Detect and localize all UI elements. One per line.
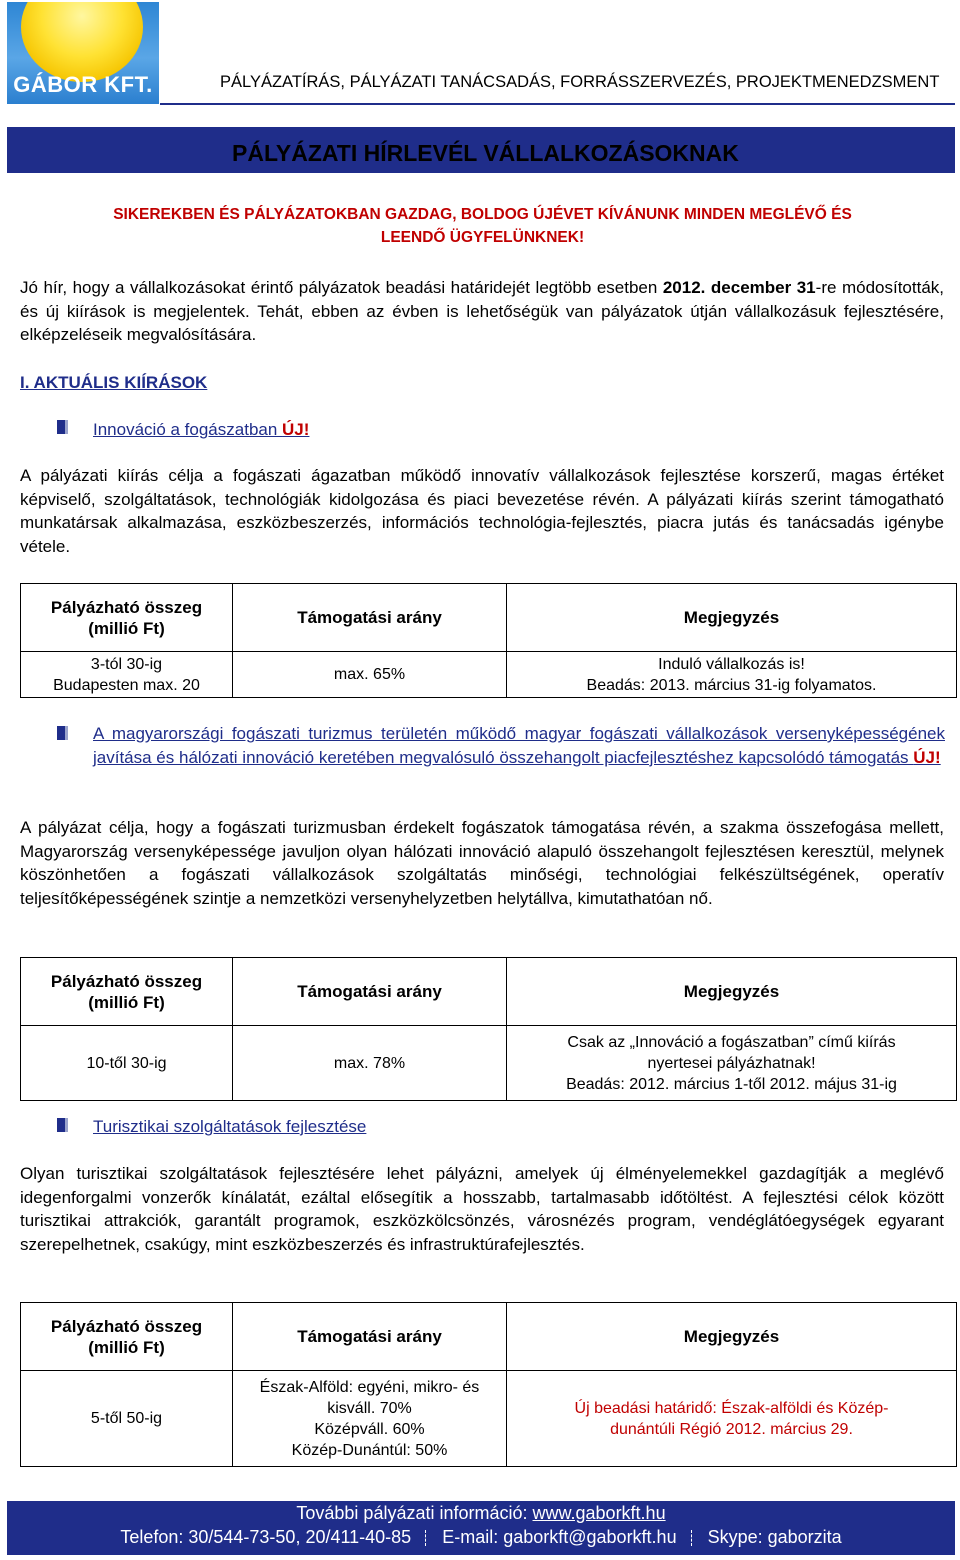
item-3-title-link[interactable] bbox=[93, 1115, 366, 1139]
cell-amount bbox=[21, 1371, 233, 1467]
newsletter-title: PÁLYÁZATI HÍRLEVÉL VÁLLALKOZÁSOKNAK bbox=[232, 140, 739, 166]
sun-graphic bbox=[21, 2, 143, 82]
item-3-table bbox=[20, 1302, 957, 1467]
section-heading: I. AKTUÁLIS KIÍRÁSOK bbox=[20, 373, 208, 392]
cell-amount bbox=[21, 1026, 233, 1101]
header-rate: Támogatási arány bbox=[233, 1303, 507, 1371]
bullet-icon bbox=[57, 726, 68, 740]
header-rate: Támogatási arány bbox=[233, 584, 507, 652]
separator bbox=[425, 1530, 428, 1546]
contact-footer bbox=[7, 1501, 955, 1555]
new-year-greeting bbox=[20, 203, 945, 249]
cell-rate bbox=[233, 652, 507, 698]
header-amount: Pályázható összeg (millió Ft) bbox=[21, 1303, 233, 1371]
cell-line: Középváll. 60% bbox=[314, 1420, 425, 1438]
cell-line: Beadás: 2013. március 31-ig folyamatos. bbox=[586, 676, 877, 694]
item-2-description: A pályázat célja, hogy a fogászati turizmusban érdekelt fogászatok támogatása révén, a szakma összefogása mellett, Magyarország versenyképessége javuljon olyan hálózati innováció alapuló összehangolt fejlesztésen keresztül, melynek köszönhetően a fogászati vállalkozások szolgáltatás minőségi, technológiai felkészültségének, operatív teljesítőképességének szintje a nemzetközi versenyhelyzetben helytállva, kimutathatóan nő. bbox=[20, 818, 944, 908]
greeting-line-2: LEENDŐ ÜGYFELÜNKNEK! bbox=[380, 229, 585, 246]
cell-line: Beadás: 2012. március 1-től 2012. május 31-ig bbox=[566, 1075, 897, 1093]
item-3-title[interactable]: Turisztikai szolgáltatások fejlesztése bbox=[93, 1117, 367, 1136]
item-1-title-link[interactable] bbox=[93, 418, 309, 442]
cell-line: Budapesten max. 20 bbox=[53, 676, 200, 694]
cell-line: Csak az „Innováció a fogászatban” című kiírás bbox=[567, 1033, 896, 1051]
separator bbox=[691, 1530, 694, 1546]
intro-text-after: -re módosították, és új kiírások is megjelentek. Tehát, ebben az évben is lehetőségük van pályázatok útján vállalkozásuk fejlesztésére, elképzeléseik megvalósítására. bbox=[20, 278, 944, 344]
item-3-description: Olyan turisztikai szolgáltatások fejlesztésére lehet pályázni, amelyek új élményelemekkel gazdagítják a meglévő idegenforgalmi vonzerők kínálatát, ezáltal elősegítik a hosszabb, tartalmasabb időtöltést. A fejlesztési célok között turisztikai attrakciók, garantált programok, eszközkölcsönzés, városnézés program, vendéglátóegységek egyarant szerepelhetnek, csakúgy, mint eszközbeszerzés és infrastruktúrafejlesztés. bbox=[20, 1164, 944, 1254]
footer-info-label: További pályázati információ: bbox=[296, 1503, 533, 1523]
header-note: Megjegyzés bbox=[507, 1303, 957, 1371]
footer-phone: Telefon: 30/544-73-50, 20/411-40-85 bbox=[120, 1527, 412, 1547]
website-link[interactable]: www.gaborkft.hu bbox=[532, 1503, 666, 1523]
item-1-table bbox=[20, 583, 957, 698]
cell-line: Közép-Dunántúl: 50% bbox=[291, 1441, 448, 1459]
cell-line: Új beadási határidő: Észak-alföldi és Közép- bbox=[574, 1399, 889, 1417]
cell-rate bbox=[233, 1371, 507, 1467]
cell-line: max. 78% bbox=[333, 1054, 406, 1072]
cell-line: 5-től 50-ig bbox=[90, 1410, 163, 1427]
item-1-new-badge: ÚJ! bbox=[282, 420, 310, 439]
logo-text: GÁBOR KFT. bbox=[13, 72, 153, 97]
item-1-description: A pályázati kiírás célja a fogászati ágazatban működő innovatív vállalkozások fejlesztése korszerű, magas értéket képviselő, szolgáltatások, technológiák kidolgozása és piaci bevezetése révén. A pályázati kiírás szerint támogatható munkatársak alkalmazása, eszközbeszerzés, információs technológia-fejlesztés, piacra jutás és tanácsadás igénybe vétele. bbox=[20, 466, 944, 556]
cell-line: 10-től 30-ig bbox=[86, 1054, 167, 1072]
cell-rate bbox=[233, 1026, 507, 1101]
intro-paragraph bbox=[20, 276, 944, 347]
header-divider bbox=[160, 103, 955, 105]
greeting-line-1: SIKEREKBEN ÉS PÁLYÁZATOKBAN GAZDAG, BOLDOG ÚJÉVET KÍVÁNUNK MINDEN MEGLÉVŐ ÉS bbox=[113, 206, 852, 223]
footer-info-line bbox=[7, 1501, 955, 1525]
intro-text-before: Jó hír, hogy a vállalkozásokat érintő pályázatok beadási határidejét legtöbb esetben bbox=[20, 278, 663, 297]
company-tagline: PÁLYÁZATÍRÁS, PÁLYÁZATI TANÁCSADÁS, FORRÁSSZERVEZÉS, PROJEKTMENEDZSMENT bbox=[220, 73, 940, 91]
cell-line: Induló vállalkozás is! bbox=[658, 655, 805, 673]
header-amount: Pályázható összeg (millió Ft) bbox=[21, 958, 233, 1026]
item-2-title-link[interactable] bbox=[93, 722, 945, 769]
item-2-table bbox=[20, 957, 957, 1101]
header-note: Megjegyzés bbox=[507, 958, 957, 1026]
header-amount: Pályázható összeg (millió Ft) bbox=[21, 584, 233, 652]
cell-line: dunántúli Régió 2012. március 29. bbox=[610, 1420, 853, 1438]
company-logo bbox=[7, 2, 159, 104]
header-rate: Támogatási arány bbox=[233, 958, 507, 1026]
cell-line: kisváll. 70% bbox=[327, 1399, 412, 1417]
footer-contact-line bbox=[7, 1525, 955, 1549]
header-note: Megjegyzés bbox=[507, 584, 957, 652]
cell-line: max. 65% bbox=[333, 666, 406, 683]
footer-skype: Skype: gaborzita bbox=[707, 1527, 842, 1547]
intro-bold-date: 2012. december 31 bbox=[662, 278, 816, 297]
cell-line: nyertesei pályázhatnak! bbox=[647, 1054, 816, 1072]
cell-note bbox=[507, 652, 957, 698]
cell-amount bbox=[21, 652, 233, 698]
cell-line: 3-tól 30-ig bbox=[90, 655, 163, 673]
cell-note bbox=[507, 1026, 957, 1101]
cell-line: Észak-Alföld: egyéni, mikro- és bbox=[259, 1378, 480, 1396]
bullet-icon bbox=[57, 420, 68, 434]
cell-note bbox=[507, 1371, 957, 1467]
item-1-title[interactable]: Innováció a fogászatban bbox=[93, 420, 283, 439]
item-2-title[interactable]: A magyarországi fogászati turizmus területén működő magyar fogászati vállalkozások versenyképességének javítása és hálózati innováció keretében megvalósuló összehangolt piacfejlesztéshez kapcsolódó támogatás bbox=[93, 724, 945, 767]
item-2-new-badge: ÚJ! bbox=[913, 747, 941, 767]
footer-email[interactable]: E-mail: gaborkft@gaborkft.hu bbox=[442, 1527, 677, 1547]
bullet-icon bbox=[57, 1118, 68, 1132]
